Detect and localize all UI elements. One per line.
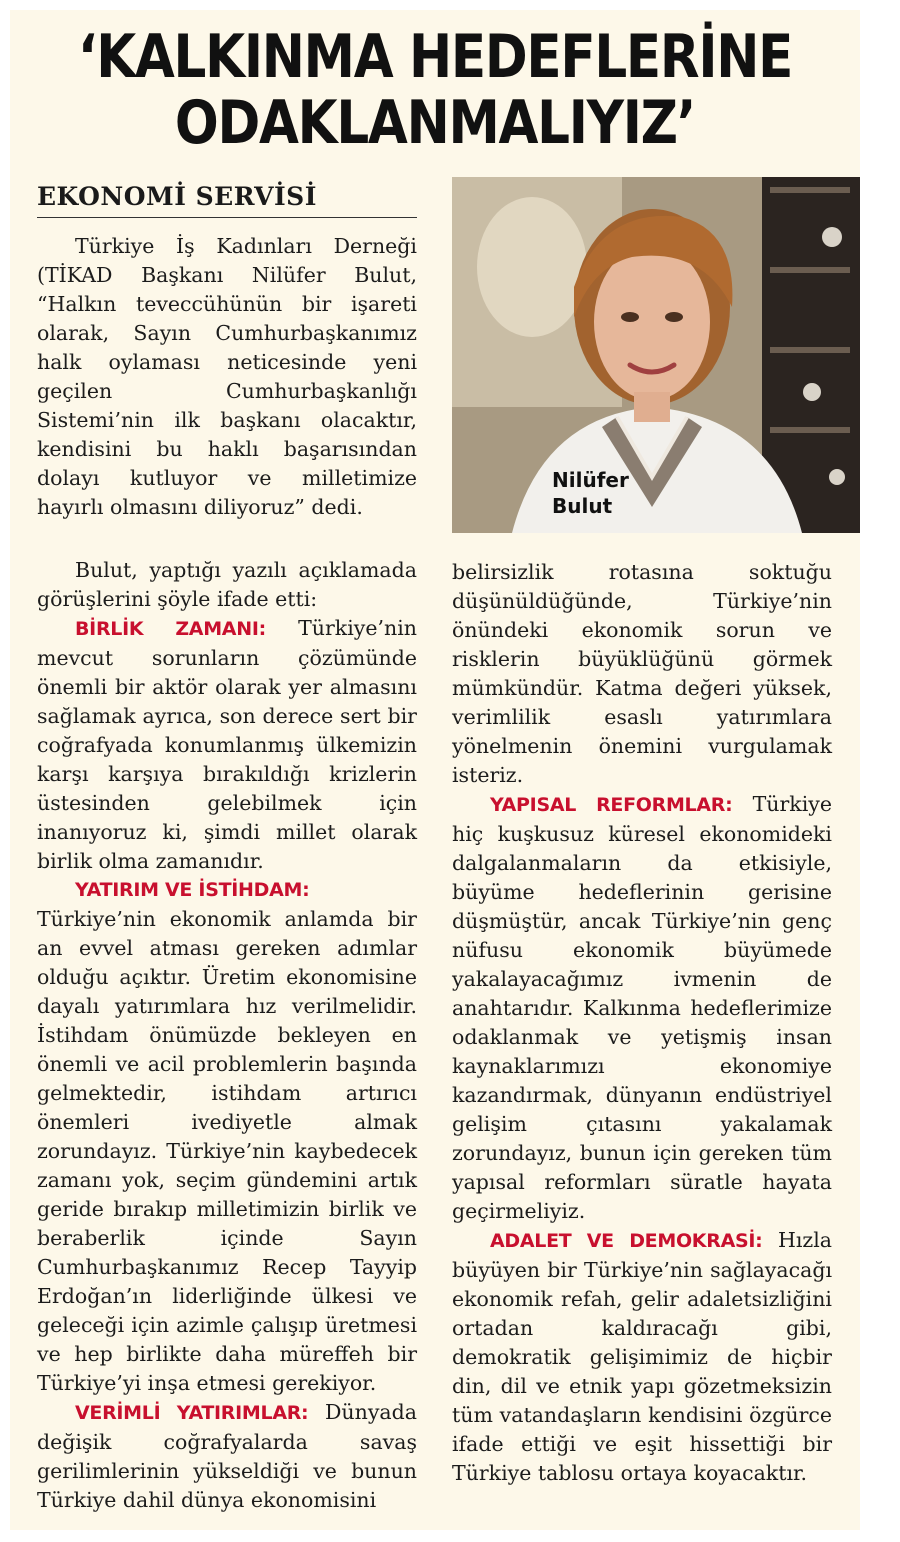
section-birlik-text: Türkiye’nin mevcut sorunların çözümünde önemli bir aktör olarak yer almasını sağlamak ayrıca, son derece sert bir coğrafyada konumlanmış ülkemizin karşı karşıya bırakıldığı krizlerin üstesinden gelebilmek için inanıyoruz ki, şimdi millet olarak birlik olma zamanıdır. (37, 616, 417, 873)
newspaper-page (10, 10, 860, 1530)
section-verimli (37, 1398, 417, 1515)
paragraph-1: Türkiye İş Kadınları Derneği (TİKAD Başkanı Nilüfer Bulut, “Halkın teveccühünün bir işareti olarak, Sayın Cumhurbaşkanımız halk oylaması neticesinde yeni geçilen Cumhurbaşkanlığı Sistemi’nin ilk başkanı olacaktır, kendisini bu haklı başarısından dolayı kutluyor ve milletimize hayırlı olmasını diliyoruz” dedi. (37, 234, 417, 519)
photo-caption (552, 467, 629, 519)
left-column (37, 556, 417, 1515)
section-yapisal (452, 790, 832, 1226)
section-yapisal-text: Türkiye hiç kuşkusuz küresel ekonomideki dalgalanmaların da etkisiyle, büyüme hedeflerinin gerisine düşmüştür, ancak Türkiye’nin genç nüfusu ekonomik büyümede yakalayacağımız ivmenin de anahtarıdır. Kalkınma hedeflerimize odaklanmak ve yetişmiş insan kaynaklarımızı ekonomiye kazandırmak, dünyanın endüstriyel gelişim çıtasını yakalamak zorundayız, bunun için gereken tüm yapısal reformları süratle hayata geçirmeliyiz. (452, 792, 832, 1223)
section-yatirim-text: Türkiye’nin ekonomik anlamda bir an evvel atması gereken adımlar olduğu açıktır. Üretim ekonomisine dayalı yatırımlara hız verilmelidir. İstihdam önümüzde bekleyen en önemli ve acil problemlerin başında gelmektedir, istihdam artırıcı önemleri ivediyetle almak zorundayız. Türkiye’nin kaybedecek zamanı yok, seçim gündemini artık geride bırakıp milletimizin birlik ve beraberlik içinde Sayın Cumhurbaşkanımız Recep Tayyip Erdoğan’ın liderliğinde ülkesi ve geleceği için azimle çalışıp üretmesi ve hep birlikte daha müreffeh bir Türkiye’yi inşa etmesi gerekiyor. (37, 907, 417, 1395)
subhead-verimli-yatirimlar: VERİMLİ YATIRIMLAR: (75, 1402, 309, 1424)
subhead-yapisal-reformlar: YAPISAL REFORMLAR: (490, 794, 733, 816)
subhead-yatirim-ve-istihdam: YATIRIM VE İSTİHDAM: (75, 879, 310, 901)
byline: EKONOMİ SERVİSİ (37, 182, 417, 218)
section-verimli-continued: belirsizlik rotasına soktuğu düşünüldüğünde, Türkiye’nin önündeki ekonomik sorun ve risklerin büyüklüğünü görmek mümkündür. Katma değeri yüksek, verimlilik esaslı yatırımlara yönelmenin önemini vurgulamak isteriz. (452, 560, 832, 787)
right-column (452, 558, 832, 1488)
caption-line-2: Bulut (552, 494, 613, 518)
portrait-photo (452, 177, 860, 533)
section-verimli-text: Dünyada değişik coğrafyalarda savaş gerilimlerinin yükseldiği ve bunun Türkiye dahil dünya ekonomisini (37, 1400, 417, 1512)
intro-paragraph (37, 232, 417, 522)
headline (70, 24, 801, 156)
paragraph-2: Bulut, yaptığı yazılı açıklamada görüşlerini şöyle ifade etti: (37, 558, 417, 611)
headline-line-1: ‘KALKINMA HEDEFLERİNE (77, 22, 793, 92)
headline-line-2: ODAKLANMALIYIZ’ (174, 88, 696, 158)
section-yatirim (37, 876, 417, 905)
subhead-birlik-zamani: BİRLİK ZAMANI: (75, 618, 266, 640)
portrait-illustration (452, 177, 860, 533)
caption-line-1: Nilüfer (552, 468, 629, 492)
subhead-adalet-ve-demokrasi: ADALET VE DEMOKRASİ: (490, 1230, 763, 1252)
section-adalet (452, 1226, 832, 1488)
section-birlik (37, 614, 417, 876)
section-adalet-text: Hızla büyüyen bir Türkiye’nin sağlayacağı ekonomik refah, gelir adaletsizliğini ortadan kaldıracağı gibi, demokratik gelişimimiz de hiçbir din, dil ve etnik yapı gözetmeksizin tüm vatandaşların kendisini özgürce ifade ettiği ve eşit hissettiği bir Türkiye tablosu ortaya koyacaktır. (452, 1228, 832, 1485)
